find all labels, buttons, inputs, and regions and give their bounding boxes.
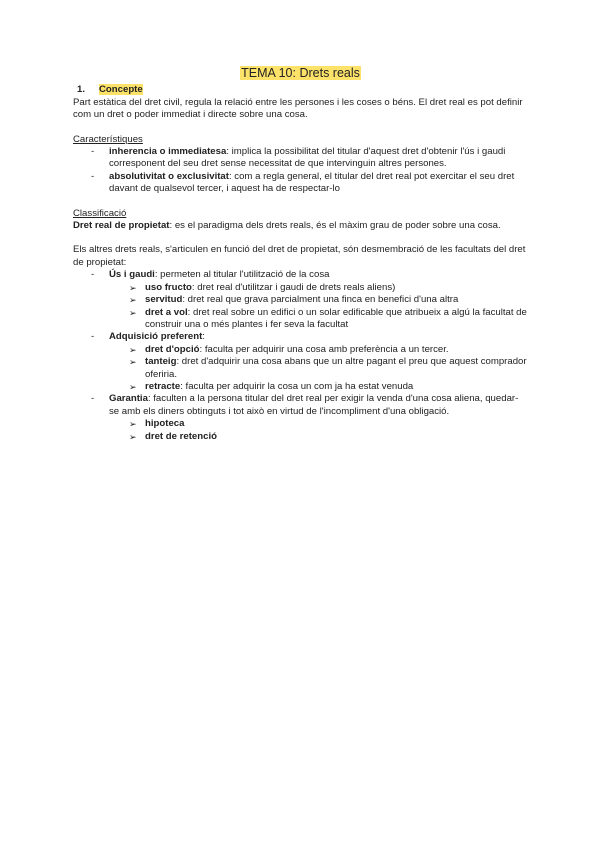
section-title: Concepte xyxy=(99,84,143,96)
sub-list xyxy=(73,282,528,332)
item-term: Garantia xyxy=(109,393,148,405)
arrow-marker: ➢ xyxy=(129,419,137,430)
sub-list-item xyxy=(73,418,528,430)
sub-list xyxy=(73,344,528,394)
sub-term: servitud xyxy=(145,294,183,306)
sub-text: : dret d'adquirir una cosa abans que un altre pagant el preu que aquest comprador oferiria. xyxy=(145,356,527,380)
dash-marker: - xyxy=(91,393,95,405)
item-text: : implica la possibilitat del titular d'aquest dret d'obtenir l'ús i gaudi corresponent del seu dret sense necessitat de que intervinguin altres persones. xyxy=(109,146,506,170)
other-rights-paragraph: Els altres drets reals, s'articulen en funció del dret de propietat, són desmembració de les facultats del dret de propietat: xyxy=(73,244,526,268)
arrow-marker: ➢ xyxy=(129,307,137,318)
sub-term: uso fructo xyxy=(145,281,192,293)
sub-text: : dret real d'utilitzar i gaudi de drets reals aliens) xyxy=(191,281,396,293)
classification-list xyxy=(73,269,528,281)
arrow-marker: ➢ xyxy=(129,344,137,355)
sub-list-item xyxy=(73,307,528,332)
classification-list xyxy=(73,331,528,343)
item-term: Ús i gaudi xyxy=(109,269,155,281)
section-heading xyxy=(77,84,528,96)
intro-paragraph: Part estàtica del dret civil, regula la relació entre les persones i les coses o béns. El dret real es pot definir com un dret o poder immediat i directe sobre una cosa. xyxy=(73,96,523,121)
item-term: inherencia o immediatesa xyxy=(109,146,227,158)
dash-marker: - xyxy=(91,170,95,182)
sub-term: retracte xyxy=(145,380,181,392)
arrow-marker: ➢ xyxy=(129,295,137,306)
property-term: Dret real de propietat xyxy=(73,220,170,232)
document-page xyxy=(73,66,528,443)
sub-list-item xyxy=(73,294,528,306)
arrow-marker: ➢ xyxy=(129,381,137,392)
sub-term: dret de retenció xyxy=(145,430,217,442)
property-text: : es el paradigma dels drets reals, és el màxim grau de poder sobre una cosa. xyxy=(169,220,501,232)
item-text: : faculten a la persona titular del dret real per exigir la venda d'una cosa aliena, quedar-se amb els diners obtinguts i tot això en virtud de l'incompliment d'una obligació. xyxy=(109,393,519,417)
list-item xyxy=(73,146,528,171)
classification-heading: Classificació xyxy=(73,207,127,219)
arrow-marker: ➢ xyxy=(129,431,137,442)
list-item xyxy=(73,393,528,418)
sub-term: tanteig xyxy=(145,356,177,368)
arrow-marker: ➢ xyxy=(129,282,137,293)
sub-list xyxy=(73,418,528,443)
sub-list-item xyxy=(73,431,528,443)
sub-text: : faculta per adquirir una cosa amb preferència a un tercer. xyxy=(199,343,449,355)
item-term: absolutivitat o exclusivitat xyxy=(109,170,229,182)
list-item xyxy=(73,171,528,196)
sub-text: : dret real sobre un edifici o un solar edificable que atribueix a algú la facultat de construir una o més plantes i fer seva la facultat xyxy=(145,306,527,330)
section-number: 1. xyxy=(77,84,86,96)
sub-list-item xyxy=(73,344,528,356)
document-title: TEMA 10: Drets reals xyxy=(241,66,360,80)
sub-list-item xyxy=(73,356,528,381)
title-block xyxy=(73,66,528,81)
sub-term: dret a vol xyxy=(145,306,188,318)
dash-marker: - xyxy=(91,146,95,158)
sub-text: : dret real que grava parcialment una finca en benefici d'una altra xyxy=(182,294,459,306)
characteristics-heading: Característiques xyxy=(73,133,143,145)
sub-term: dret d'opció xyxy=(145,343,200,355)
sub-text: : faculta per adquirir la cosa un com ja ha estat venuda xyxy=(180,380,414,392)
item-term: Adquisició preferent xyxy=(109,331,203,343)
list-item xyxy=(73,331,528,343)
arrow-marker: ➢ xyxy=(129,357,137,368)
classification-list xyxy=(73,393,528,418)
characteristics-list xyxy=(73,146,528,196)
item-text: : permeten al titular l'utilització de la cosa xyxy=(154,269,330,281)
sub-term: hipoteca xyxy=(145,418,185,430)
list-item xyxy=(73,269,528,281)
dash-marker: - xyxy=(91,331,95,343)
sub-list-item xyxy=(73,381,528,393)
sub-list-item xyxy=(73,282,528,294)
item-text: : xyxy=(202,331,205,343)
item-text: : com a regla general, el titular del dret real pot exercitar el seu dret davant de qualsevol tercer, i aquest ha de respectar-lo xyxy=(109,170,515,195)
property-paragraph xyxy=(73,220,528,232)
dash-marker: - xyxy=(91,269,95,281)
